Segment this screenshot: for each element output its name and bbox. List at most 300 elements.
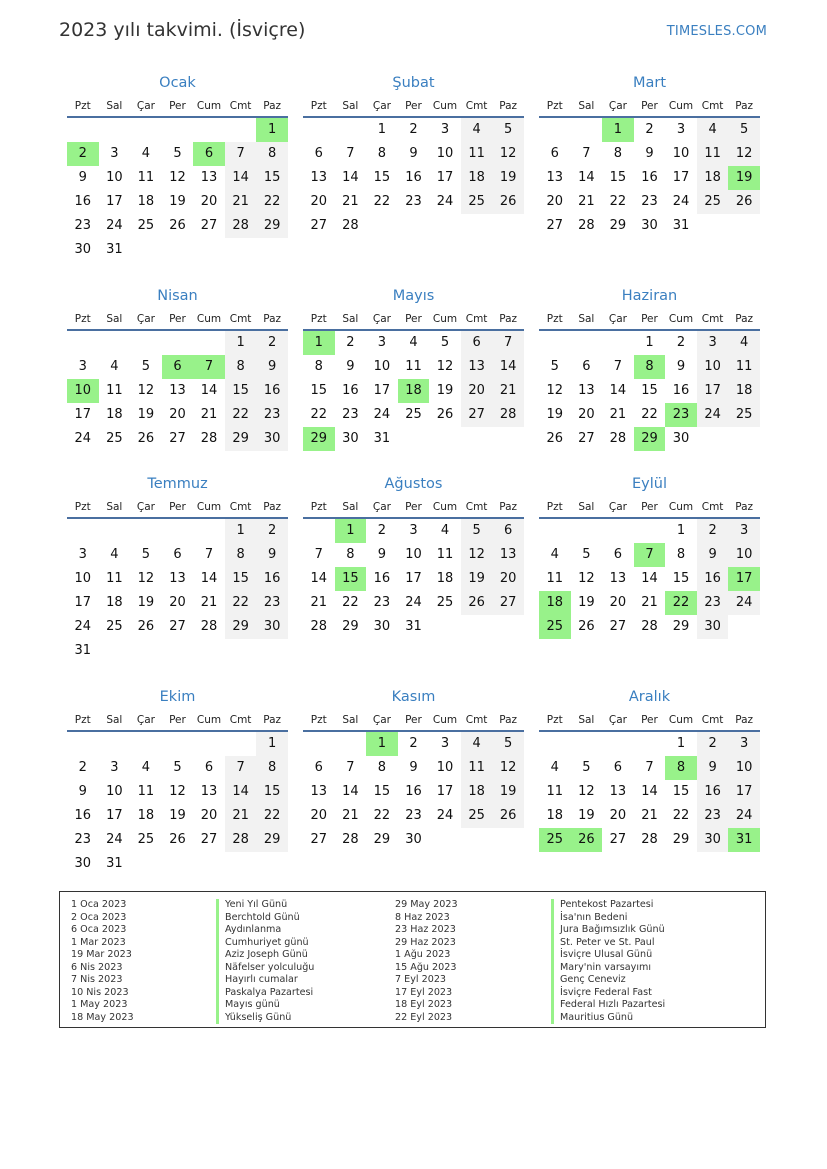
weekday-label: Paz <box>735 501 754 513</box>
holiday-day-cell: 31 <box>728 828 760 852</box>
day-cell: 21 <box>200 407 218 422</box>
month-11 <box>303 686 524 852</box>
day-cell: 7 <box>225 756 257 780</box>
month-8 <box>303 473 524 639</box>
empty-cell <box>571 118 603 142</box>
day-cell: 4 <box>141 760 151 775</box>
day-cell: 10 <box>436 146 454 161</box>
empty-cell <box>602 732 634 756</box>
weekday-label: Per <box>169 313 186 325</box>
day-cell: 8 <box>676 547 686 562</box>
day-cell: 13 <box>492 543 524 567</box>
day-grid <box>303 118 524 238</box>
day-cell: 4 <box>110 359 119 374</box>
day-cell: 21 <box>200 595 218 610</box>
day-cell: 30 <box>256 615 288 639</box>
day-cell: 19 <box>169 194 186 209</box>
empty-cell <box>130 118 162 142</box>
day-cell: 21 <box>225 804 257 828</box>
day-cell: 12 <box>137 571 155 586</box>
day-cell: 20 <box>310 194 328 209</box>
day-cell: 14 <box>342 784 359 799</box>
weekday-header <box>303 708 524 732</box>
holiday-day-cell: 6 <box>193 142 225 166</box>
day-cell: 29 <box>256 214 288 238</box>
weekday-label: Paz <box>499 714 518 726</box>
legend-date: 18 May 2023 <box>71 1011 134 1023</box>
day-cell: 30 <box>641 218 658 233</box>
legend-date: 1 Mar 2023 <box>71 936 126 948</box>
weekday-label: Pzt <box>74 100 91 112</box>
day-cell: 24 <box>106 832 123 847</box>
day-cell: 27 <box>169 431 186 446</box>
weekday-label: Cum <box>432 714 458 726</box>
day-cell: 26 <box>169 832 186 847</box>
weekday-label: Sal <box>578 313 595 325</box>
weekday-label: Per <box>169 501 186 513</box>
day-cell: 10 <box>106 170 123 185</box>
day-cell: 18 <box>137 194 155 209</box>
day-cell: 4 <box>461 118 493 142</box>
legend-date-column <box>395 899 458 1024</box>
day-cell: 9 <box>676 359 686 374</box>
day-cell: 27 <box>578 431 595 446</box>
legend-date: 18 Eyl 2023 <box>395 999 453 1010</box>
day-cell: 8 <box>377 146 387 161</box>
day-cell: 21 <box>609 407 627 422</box>
day-cell: 10 <box>106 784 123 799</box>
holiday-day-cell: 22 <box>665 591 697 615</box>
day-cell: 14 <box>578 170 595 185</box>
day-cell: 28 <box>225 214 257 238</box>
day-cell: 21 <box>225 190 257 214</box>
day-cell: 21 <box>641 808 658 823</box>
day-cell: 7 <box>346 146 355 161</box>
weekday-header <box>539 708 760 732</box>
day-cell: 11 <box>546 571 564 586</box>
day-cell: 2 <box>409 736 418 751</box>
day-cell: 22 <box>256 190 288 214</box>
legend-holiday-name: Jura Bağımsızlık Günü <box>551 924 665 937</box>
legend-holiday-name: Mayıs günü <box>216 999 314 1012</box>
empty-cell <box>130 732 162 756</box>
day-cell: 5 <box>582 760 591 775</box>
day-cell: 26 <box>169 218 186 233</box>
day-cell: 25 <box>461 190 493 214</box>
month-name: Nisan <box>157 288 198 304</box>
day-cell: 10 <box>697 355 729 379</box>
day-cell: 18 <box>728 379 760 403</box>
day-cell: 4 <box>728 331 760 355</box>
empty-cell <box>539 732 571 756</box>
day-cell: 22 <box>373 808 391 823</box>
month-1 <box>67 72 288 262</box>
month-name: Mayıs <box>392 288 435 304</box>
day-cell: 5 <box>550 359 559 374</box>
legend-holiday-name: İsa'nın Bedeni <box>551 912 665 925</box>
day-cell: 14 <box>200 383 218 398</box>
legend-holiday-name: Näfelser yolculuğu <box>216 962 314 975</box>
day-cell: 5 <box>173 760 182 775</box>
day-cell: 15 <box>373 784 391 799</box>
day-cell: 13 <box>200 784 218 799</box>
empty-cell <box>99 732 131 756</box>
empty-cell <box>162 331 194 355</box>
day-cell: 6 <box>613 760 623 775</box>
holiday-legend <box>59 891 766 1028</box>
weekday-label: Çar <box>136 501 155 513</box>
day-cell: 8 <box>256 756 288 780</box>
day-cell: 7 <box>204 547 214 562</box>
day-cell: 15 <box>641 383 658 398</box>
day-cell: 3 <box>377 335 387 350</box>
day-cell: 23 <box>405 194 422 209</box>
day-cell: 22 <box>225 403 257 427</box>
day-cell: 26 <box>137 619 155 634</box>
month-7 <box>67 473 288 663</box>
day-cell: 22 <box>342 595 359 610</box>
legend-holiday-name: Aziz Joseph Günü <box>216 949 314 962</box>
day-cell: 20 <box>200 808 218 823</box>
day-cell: 15 <box>225 567 257 591</box>
day-cell: 16 <box>405 170 422 185</box>
legend-holiday-name: Pentekost Pazartesi <box>551 899 665 912</box>
day-cell: 28 <box>200 619 218 634</box>
day-cell: 28 <box>641 832 658 847</box>
weekday-label: Çar <box>372 313 391 325</box>
day-cell: 20 <box>609 595 627 610</box>
day-cell: 29 <box>672 619 690 634</box>
empty-cell <box>99 118 131 142</box>
day-cell: 24 <box>74 431 92 446</box>
day-cell: 3 <box>78 359 87 374</box>
day-cell: 11 <box>697 142 729 166</box>
day-grid <box>539 519 760 639</box>
weekday-label: Sal <box>342 501 359 513</box>
day-cell: 4 <box>550 760 559 775</box>
weekday-label: Cmt <box>701 501 724 513</box>
legend-date: 8 Haz 2023 <box>395 911 450 923</box>
day-cell: 24 <box>697 403 729 427</box>
day-cell: 22 <box>672 808 690 823</box>
day-cell: 17 <box>373 383 391 398</box>
day-cell: 27 <box>492 591 524 615</box>
day-grid <box>303 331 524 451</box>
day-cell: 28 <box>310 619 328 634</box>
day-cell: 22 <box>225 591 257 615</box>
weekday-label: Pzt <box>74 714 91 726</box>
weekday-label: Pzt <box>74 501 91 513</box>
month-9 <box>539 473 760 639</box>
empty-cell <box>303 519 335 543</box>
weekday-label: Per <box>405 313 422 325</box>
empty-cell <box>130 331 162 355</box>
day-grid <box>539 732 760 852</box>
day-cell: 11 <box>461 142 493 166</box>
day-cell: 11 <box>106 571 123 586</box>
day-cell: 3 <box>110 146 119 161</box>
day-cell: 25 <box>405 407 422 422</box>
day-cell: 22 <box>373 194 391 209</box>
day-cell: 31 <box>106 856 123 871</box>
day-cell: 15 <box>310 383 328 398</box>
legend-date: 7 Nis 2023 <box>71 974 123 985</box>
day-cell: 15 <box>225 379 257 403</box>
day-cell: 19 <box>137 407 155 422</box>
day-cell: 18 <box>106 595 123 610</box>
legend-holiday-name: Yükseliş Günü <box>216 1012 314 1025</box>
day-cell: 4 <box>550 547 559 562</box>
month-name: Haziran <box>621 288 678 304</box>
day-cell: 2 <box>377 523 387 538</box>
day-cell: 25 <box>106 431 123 446</box>
day-cell: 25 <box>461 804 493 828</box>
holiday-day-cell: 26 <box>571 828 603 852</box>
day-cell: 15 <box>672 571 690 586</box>
weekday-label: Cmt <box>465 501 488 513</box>
day-cell: 18 <box>697 166 729 190</box>
legend-date: 15 Ağu 2023 <box>395 961 457 973</box>
weekday-label: Cmt <box>701 100 724 112</box>
month-name: Ağustos <box>384 476 443 492</box>
empty-cell <box>193 331 225 355</box>
weekday-label: Cum <box>668 100 694 112</box>
day-cell: 3 <box>697 331 729 355</box>
legend-date: 6 Oca 2023 <box>71 924 127 935</box>
day-cell: 6 <box>613 547 623 562</box>
weekday-label: Sal <box>578 501 595 513</box>
day-cell: 18 <box>137 808 155 823</box>
legend-date: 19 Mar 2023 <box>71 949 132 960</box>
weekday-label: Çar <box>608 501 627 513</box>
month-12 <box>539 686 760 852</box>
day-cell: 3 <box>728 519 760 543</box>
day-cell: 15 <box>609 170 627 185</box>
day-cell: 10 <box>436 760 454 775</box>
day-cell: 2 <box>697 519 729 543</box>
day-cell: 27 <box>169 619 186 634</box>
day-cell: 6 <box>550 146 559 161</box>
day-cell: 25 <box>137 218 155 233</box>
day-cell: 18 <box>461 780 493 804</box>
day-grid <box>67 519 288 663</box>
day-cell: 14 <box>200 571 218 586</box>
day-cell: 20 <box>546 194 564 209</box>
day-cell: 17 <box>436 170 454 185</box>
day-cell: 15 <box>373 170 391 185</box>
day-cell: 8 <box>225 543 257 567</box>
weekday-label: Cum <box>196 501 222 513</box>
day-cell: 8 <box>377 760 387 775</box>
legend-date: 1 Ağu 2023 <box>395 949 451 960</box>
month-name: Temmuz <box>147 476 208 492</box>
empty-cell <box>602 519 634 543</box>
day-cell: 27 <box>200 832 218 847</box>
day-cell: 17 <box>74 595 92 610</box>
weekday-label: Çar <box>608 313 627 325</box>
month-name: Ekim <box>159 689 196 705</box>
day-cell: 23 <box>74 218 92 233</box>
day-cell: 26 <box>578 619 595 634</box>
day-cell: 13 <box>169 571 186 586</box>
holiday-day-cell: 7 <box>634 543 666 567</box>
day-cell: 25 <box>106 619 123 634</box>
holiday-day-cell: 8 <box>665 756 697 780</box>
day-cell: 6 <box>173 547 182 562</box>
day-cell: 7 <box>613 359 623 374</box>
day-cell: 21 <box>342 808 359 823</box>
weekday-label: Per <box>641 501 658 513</box>
day-cell: 18 <box>106 407 123 422</box>
empty-cell <box>99 519 131 543</box>
day-cell: 4 <box>409 335 418 350</box>
day-cell: 11 <box>436 547 454 562</box>
day-cell: 3 <box>78 547 87 562</box>
day-cell: 4 <box>141 146 151 161</box>
brand-link[interactable]: TIMESLES.COM <box>666 24 767 39</box>
weekday-label: Çar <box>372 501 391 513</box>
empty-cell <box>539 519 571 543</box>
day-cell: 20 <box>310 808 328 823</box>
day-cell: 9 <box>256 543 288 567</box>
day-cell: 7 <box>645 760 654 775</box>
empty-cell <box>539 118 571 142</box>
day-cell: 8 <box>225 355 257 379</box>
legend-holiday-name: Yeni Yıl Günü <box>216 899 314 912</box>
day-cell: 9 <box>409 760 418 775</box>
day-cell: 9 <box>346 359 355 374</box>
day-cell: 30 <box>697 828 729 852</box>
day-cell: 5 <box>492 732 524 756</box>
empty-cell <box>303 732 335 756</box>
weekday-header <box>303 495 524 519</box>
day-cell: 25 <box>728 403 760 427</box>
legend-date: 1 Oca 2023 <box>71 899 127 910</box>
weekday-label: Çar <box>608 714 627 726</box>
month-10 <box>67 686 288 876</box>
day-cell: 20 <box>492 567 524 591</box>
day-cell: 16 <box>672 383 690 398</box>
day-cell: 4 <box>697 118 729 142</box>
day-cell: 24 <box>728 591 760 615</box>
day-grid <box>67 118 288 262</box>
day-cell: 27 <box>461 403 493 427</box>
empty-cell <box>571 331 603 355</box>
day-cell: 16 <box>697 567 729 591</box>
day-cell: 8 <box>346 547 355 562</box>
day-cell: 9 <box>78 784 87 799</box>
day-cell: 14 <box>342 170 359 185</box>
empty-cell <box>303 118 335 142</box>
day-cell: 23 <box>373 595 391 610</box>
weekday-label: Pzt <box>546 100 563 112</box>
day-cell: 10 <box>728 756 760 780</box>
weekday-label: Cum <box>196 313 222 325</box>
day-cell: 24 <box>728 804 760 828</box>
weekday-label: Paz <box>735 100 754 112</box>
day-cell: 24 <box>672 194 690 209</box>
day-cell: 5 <box>728 118 760 142</box>
day-cell: 20 <box>169 595 186 610</box>
day-cell: 17 <box>436 784 454 799</box>
legend-date-column <box>71 899 134 1024</box>
day-cell: 1 <box>225 519 257 543</box>
weekday-header <box>67 307 288 331</box>
weekday-label: Pzt <box>546 501 563 513</box>
holiday-day-cell: 18 <box>539 591 571 615</box>
legend-holiday-name: St. Peter ve St. Paul <box>551 937 665 950</box>
day-cell: 23 <box>256 403 288 427</box>
day-cell: 1 <box>676 736 686 751</box>
day-cell: 19 <box>461 567 493 591</box>
day-cell: 30 <box>373 619 391 634</box>
weekday-label: Cmt <box>229 714 252 726</box>
day-cell: 14 <box>492 355 524 379</box>
day-cell: 2 <box>676 335 686 350</box>
weekday-label: Per <box>641 100 658 112</box>
day-cell: 14 <box>609 383 627 398</box>
day-cell: 2 <box>256 331 288 355</box>
day-cell: 12 <box>169 170 186 185</box>
legend-date: 23 Haz 2023 <box>395 924 456 935</box>
day-cell: 29 <box>256 828 288 852</box>
weekday-label: Paz <box>263 313 282 325</box>
day-cell: 31 <box>106 242 123 257</box>
day-cell: 15 <box>256 780 288 804</box>
empty-cell <box>67 519 99 543</box>
weekday-label: Çar <box>136 313 155 325</box>
day-cell: 3 <box>110 760 119 775</box>
day-cell: 4 <box>110 547 119 562</box>
empty-cell <box>67 732 99 756</box>
day-cell: 26 <box>436 407 454 422</box>
weekday-label: Per <box>641 714 658 726</box>
holiday-day-cell: 19 <box>728 166 760 190</box>
legend-holiday-name: Federal Hızlı Pazartesi <box>551 999 665 1012</box>
legend-holiday-name: İsviçre Federal Fast <box>551 987 665 1000</box>
weekday-label: Çar <box>608 100 627 112</box>
day-cell: 30 <box>256 427 288 451</box>
month-name: Mart <box>632 75 667 91</box>
day-cell: 8 <box>613 146 623 161</box>
legend-holiday-name: İsviçre Ulusal Günü <box>551 949 665 962</box>
day-cell: 21 <box>310 595 328 610</box>
day-cell: 21 <box>492 379 524 403</box>
weekday-label: Çar <box>136 100 155 112</box>
day-cell: 26 <box>492 804 524 828</box>
legend-holiday-name: Cumhuriyet günü <box>216 937 314 950</box>
weekday-label: Per <box>405 714 422 726</box>
day-cell: 13 <box>578 383 595 398</box>
holiday-day-cell: 15 <box>335 567 367 591</box>
holiday-day-cell: 29 <box>303 427 335 451</box>
holiday-day-cell: 2 <box>67 142 99 166</box>
weekday-label: Pzt <box>310 501 327 513</box>
legend-date: 29 May 2023 <box>395 899 458 910</box>
legend-date: 2 Oca 2023 <box>71 911 127 923</box>
weekday-header <box>539 495 760 519</box>
day-cell: 23 <box>74 832 92 847</box>
day-cell: 5 <box>492 118 524 142</box>
weekday-label: Sal <box>106 501 123 513</box>
day-cell: 2 <box>697 732 729 756</box>
day-cell: 6 <box>204 760 214 775</box>
day-cell: 22 <box>609 194 627 209</box>
weekday-label: Sal <box>578 100 595 112</box>
day-cell: 22 <box>310 407 328 422</box>
day-cell: 12 <box>137 383 155 398</box>
day-cell: 9 <box>645 146 654 161</box>
